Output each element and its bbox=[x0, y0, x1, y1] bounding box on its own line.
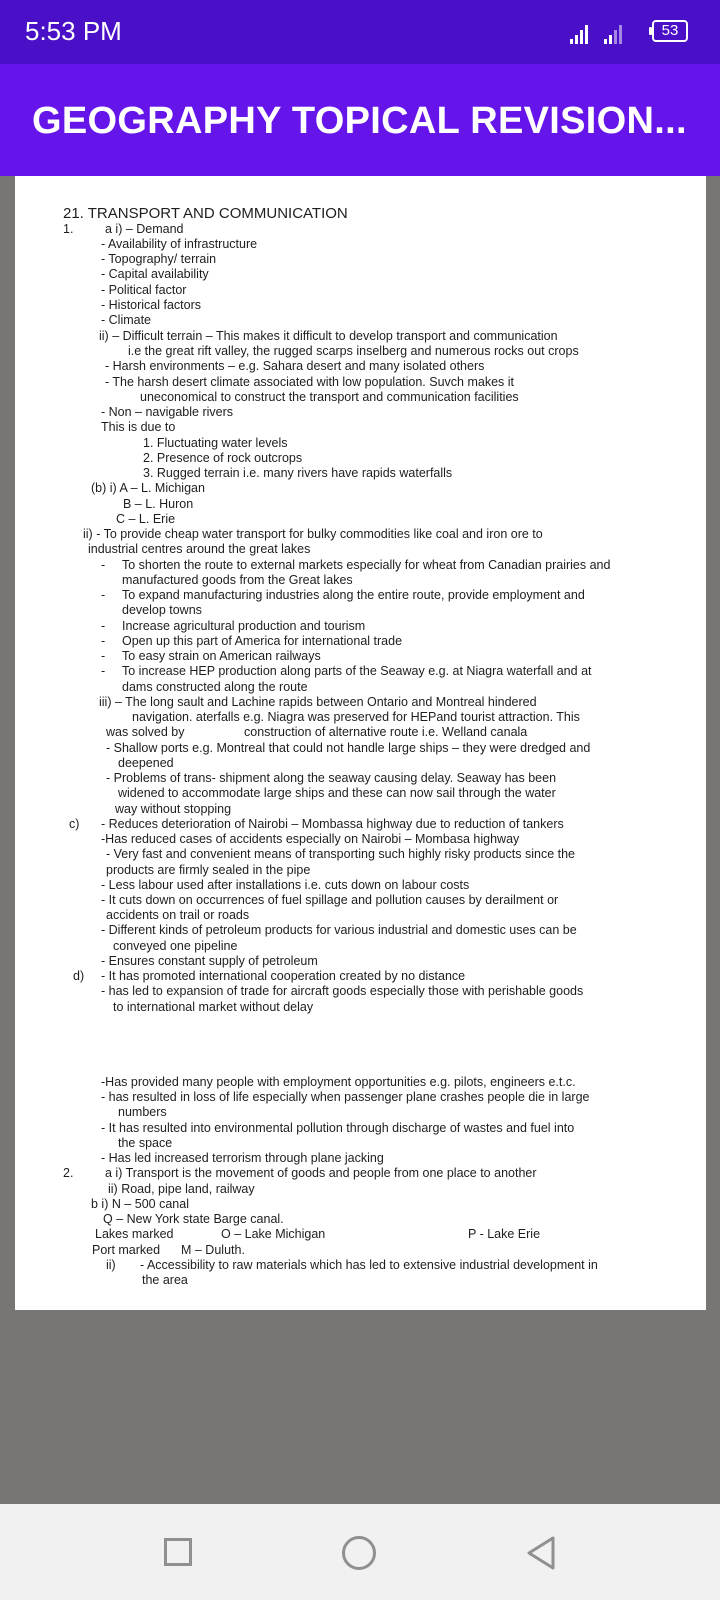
back-icon bbox=[525, 1535, 557, 1571]
document-line: ii) – Difficult terrain – This makes it difficult to develop transport and communication bbox=[99, 329, 558, 343]
document-line: - Accessibility to raw materials which has led to extensive industrial development in bbox=[140, 1258, 598, 1272]
document-line: Open up this part of America for international trade bbox=[122, 634, 403, 648]
document-line: iii) – The long sault and Lachine rapids between Ontario and Montreal hindered bbox=[99, 695, 537, 709]
status-bar bbox=[0, 0, 720, 64]
document-line: dams constructed along the route bbox=[122, 680, 308, 694]
document-line: the area bbox=[142, 1273, 188, 1287]
document-line: 1. bbox=[63, 222, 74, 236]
home-button[interactable] bbox=[342, 1536, 376, 1570]
document-line: - Less labour used after installations i.e. cuts down on labour costs bbox=[101, 878, 470, 892]
document-line: ii) - To provide cheap water transport for bulky commodities like coal and iron ore to bbox=[83, 527, 543, 541]
document-line: - Harsh environments – e.g. Sahara desert and many isolated others bbox=[105, 359, 485, 373]
document-line: - bbox=[101, 649, 106, 663]
page-title: GEOGRAPHY TOPICAL REVISION... bbox=[32, 100, 687, 142]
document-line: the space bbox=[118, 1136, 173, 1150]
document-line: - Historical factors bbox=[101, 298, 202, 312]
document-line: b i) N – 500 canal bbox=[91, 1197, 189, 1211]
battery-level: 53 bbox=[661, 22, 679, 39]
signal-icon-2 bbox=[604, 22, 628, 44]
document-line: manufactured goods from the Great lakes bbox=[122, 573, 353, 587]
document-line: - has led to expansion of trade for aircraft goods especially those with perishable goods bbox=[101, 984, 584, 998]
document-line: widened to accommodate large ships and these can now sail through the water bbox=[118, 786, 556, 800]
document-line: c) bbox=[69, 817, 80, 831]
document-line: To easy strain on American railways bbox=[122, 649, 321, 663]
status-time: 5:53 PM bbox=[25, 16, 122, 46]
document-line: - Problems of trans- shipment along the seaway causing delay. Seaway has been bbox=[106, 771, 557, 785]
document-line: O – Lake Michigan bbox=[221, 1227, 326, 1241]
document-line: (b) i) A – L. Michigan bbox=[91, 481, 205, 495]
document-line: - Has led increased terrorism through plane jacking bbox=[101, 1151, 384, 1165]
document-line: uneconomical to construct the transport and communication facilities bbox=[140, 390, 519, 404]
document-line: conveyed one pipeline bbox=[113, 939, 238, 953]
document-line: d) bbox=[73, 969, 85, 983]
document-line: was solved by bbox=[106, 725, 185, 739]
document-line: Q – New York state Barge canal. bbox=[103, 1212, 284, 1226]
document-line: a i) – Demand bbox=[105, 222, 184, 236]
document-line: - Ensures constant supply of petroleum bbox=[101, 954, 318, 968]
document-line: navigation. aterfalls e.g. Niagra was preserved for HEPand tourist attraction. This bbox=[132, 710, 580, 724]
document-page[interactable] bbox=[15, 176, 706, 1310]
document-line: Port marked bbox=[92, 1243, 161, 1257]
document-line: To shorten the route to external markets especially for wheat from Canadian prairies and bbox=[122, 558, 611, 572]
document-line: - Shallow ports e.g. Montreal that could not handle large ships – they were dredged and bbox=[106, 741, 591, 755]
document-line: - bbox=[101, 619, 106, 633]
document-line: ii) Road, pipe land, railway bbox=[108, 1182, 255, 1196]
document-line: 1. Fluctuating water levels bbox=[143, 436, 288, 450]
document-line: industrial centres around the great lakes bbox=[88, 542, 311, 556]
document-line: - The harsh desert climate associated with low population. Suvch makes it bbox=[105, 375, 514, 389]
document-line: - bbox=[101, 634, 106, 648]
navigation-bar bbox=[0, 1504, 720, 1600]
document-line: - Reduces deterioration of Nairobi – Mombassa highway due to reduction of tankers bbox=[101, 817, 564, 831]
document-line: - bbox=[101, 558, 106, 572]
document-line: accidents on trail or roads bbox=[106, 908, 250, 922]
document-line: ii) bbox=[106, 1258, 116, 1272]
document-line: - It cuts down on occurrences of fuel spillage and pollution causes by derailment or bbox=[101, 893, 559, 907]
document-line: i.e the great rift valley, the rugged scarps inselberg and numerous rocks out crops bbox=[128, 344, 579, 358]
document-line: construction of alternative route i.e. Welland canala bbox=[244, 725, 528, 739]
document-line: - Non – navigable rivers bbox=[101, 405, 234, 419]
document-line: M – Duluth. bbox=[181, 1243, 245, 1257]
document-line: - has resulted in loss of life especially when passenger plane crashes people die in large bbox=[101, 1090, 590, 1104]
document-line: - Topography/ terrain bbox=[101, 252, 217, 266]
document-line: Increase agricultural production and tourism bbox=[122, 619, 366, 633]
document-line: - Different kinds of petroleum products for various industrial and domestic uses can be bbox=[101, 923, 577, 937]
document-line: This is due to bbox=[101, 420, 176, 434]
back-button[interactable] bbox=[525, 1535, 557, 1576]
document-heading: 21. TRANSPORT AND COMMUNICATION bbox=[63, 205, 348, 222]
document-line: - It has promoted international cooperation created by no distance bbox=[101, 969, 466, 983]
document-line: - Availability of infrastructure bbox=[101, 237, 258, 251]
document-line: to international market without delay bbox=[113, 1000, 314, 1014]
document-line: numbers bbox=[118, 1105, 167, 1119]
document-line: - bbox=[101, 588, 106, 602]
document-line: To increase HEP production along parts of the Seaway e.g. at Niagra waterfall and at bbox=[122, 664, 592, 678]
battery-icon bbox=[652, 20, 688, 42]
document-line: way without stopping bbox=[115, 802, 232, 816]
document-line: B – L. Huron bbox=[123, 497, 194, 511]
document-line: Lakes marked bbox=[95, 1227, 174, 1241]
document-line: 3. Rugged terrain i.e. many rivers have rapids waterfalls bbox=[143, 466, 453, 480]
document-line: - Very fast and convenient means of transporting such highly risky products since the bbox=[106, 847, 575, 861]
document-line: deepened bbox=[118, 756, 174, 770]
document-line: P - Lake Erie bbox=[468, 1227, 541, 1241]
document-line: -Has provided many people with employment opportunities e.g. pilots, engineers e.t.c. bbox=[101, 1075, 576, 1089]
document-line: 2. bbox=[63, 1166, 74, 1180]
document-line: -Has reduced cases of accidents especially on Nairobi – Mombasa highway bbox=[101, 832, 520, 846]
document-line: develop towns bbox=[122, 603, 202, 617]
document-line: - bbox=[101, 664, 106, 678]
document-line: - It has resulted into environmental pollution through discharge of wastes and fuel into bbox=[101, 1121, 575, 1135]
signal-icon bbox=[570, 22, 594, 44]
document-line: - Capital availability bbox=[101, 267, 209, 281]
document-line: - Political factor bbox=[101, 283, 187, 297]
document-line: To expand manufacturing industries along the entire route, provide employment and bbox=[122, 588, 585, 602]
document-line: a i) Transport is the movement of goods and people from one place to another bbox=[105, 1166, 537, 1180]
document-line: C – L. Erie bbox=[116, 512, 176, 526]
app-bar bbox=[0, 64, 720, 176]
recent-apps-button[interactable] bbox=[164, 1538, 192, 1566]
document-line: - Climate bbox=[101, 313, 152, 327]
document-line: products are firmly sealed in the pipe bbox=[106, 863, 311, 877]
document-line: 2. Presence of rock outcrops bbox=[143, 451, 303, 465]
